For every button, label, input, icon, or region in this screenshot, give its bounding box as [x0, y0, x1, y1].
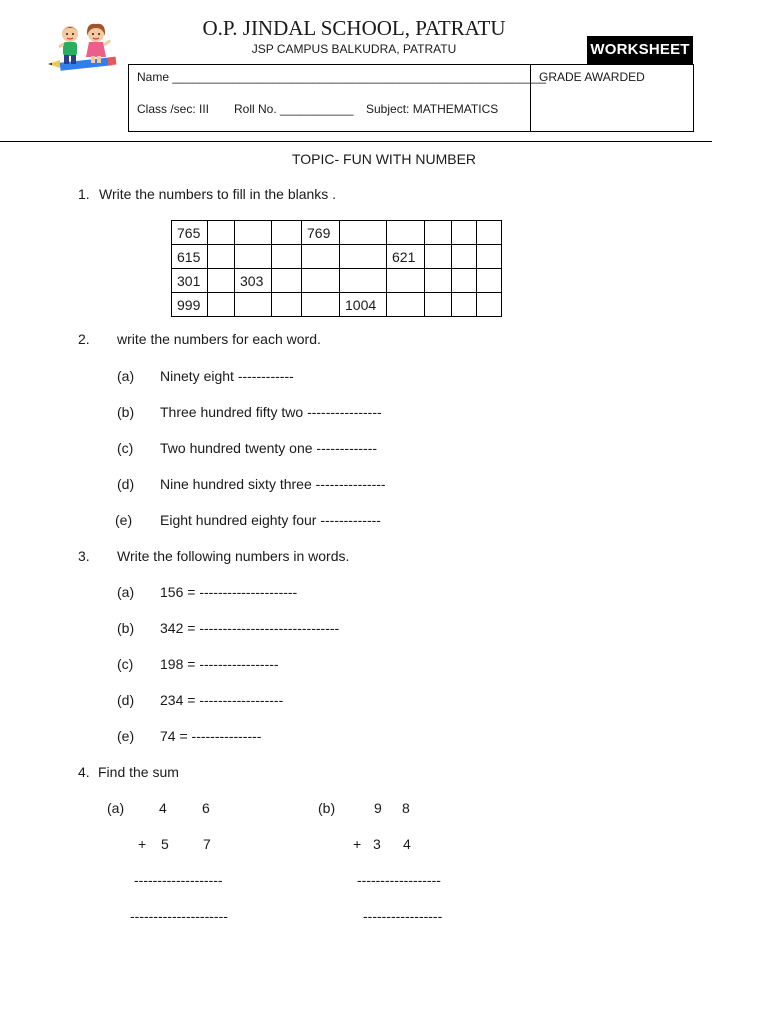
q3-item-label: (c) [117, 656, 134, 672]
question-1-text: Write the numbers to fill in the blanks . [99, 186, 337, 202]
q3-item-text[interactable]: 234 = ------------------ [160, 692, 284, 708]
grid-blank-cell[interactable] [235, 245, 272, 269]
worksheet-topic: TOPIC- FUN WITH NUMBER [291, 151, 477, 167]
grid-blank-cell[interactable] [235, 221, 272, 245]
grid-blank-cell[interactable] [425, 269, 452, 293]
q2-item-label: (c) [117, 440, 134, 456]
grid-blank-cell[interactable] [425, 293, 452, 317]
grid-blank-cell[interactable] [387, 221, 425, 245]
roll-number-field[interactable]: Roll No. ___________ [234, 102, 354, 116]
sum-b-answer-line[interactable]: ------------------ [357, 872, 441, 888]
q2-item-text[interactable]: Two hundred twenty one ------------- [160, 440, 378, 456]
grid-blank-cell[interactable] [235, 293, 272, 317]
grid-blank-cell[interactable] [477, 269, 502, 293]
grid-blank-cell[interactable] [208, 221, 235, 245]
grid-given-number: 303 [235, 269, 272, 293]
name-label: Name [137, 70, 170, 84]
class-section: Class /sec: III [137, 102, 210, 116]
number-grid-row [172, 245, 502, 269]
grid-blank-cell[interactable] [387, 293, 425, 317]
sum-b-bottom-digit: 3 [373, 836, 381, 852]
campus-address: JSP CAMPUS BALKUDRA, PATRATU [251, 42, 457, 56]
grid-blank-cell[interactable] [208, 293, 235, 317]
grid-blank-cell[interactable] [452, 221, 477, 245]
q3-item-label: (a) [117, 584, 135, 600]
question-2-number: 2. [78, 331, 90, 347]
sum-a-bottom-line[interactable]: --------------------- [130, 908, 228, 924]
sum-a-bottom-digit: 7 [203, 836, 211, 852]
grid-blank-cell[interactable] [272, 293, 302, 317]
q3-item-label: (d) [117, 692, 135, 708]
grid-blank-cell[interactable] [272, 269, 302, 293]
question-3-text: Write the following numbers in words. [117, 548, 350, 564]
q2-item-text[interactable]: Nine hundred sixty three --------------- [160, 476, 386, 492]
grid-blank-cell[interactable] [477, 221, 502, 245]
grid-blank-cell[interactable] [208, 245, 235, 269]
grade-awarded-label: GRADE AWARDED [539, 70, 645, 84]
grid-blank-cell[interactable] [387, 269, 425, 293]
school-name: O.P. JINDAL SCHOOL, PATRATU [202, 16, 506, 40]
grid-given-number: 621 [387, 245, 425, 269]
grid-blank-cell[interactable] [452, 269, 477, 293]
question-2-text: write the numbers for each word. [117, 331, 321, 347]
name-field-label [137, 70, 546, 84]
grid-given-number: 769 [302, 221, 340, 245]
grid-blank-cell[interactable] [302, 269, 340, 293]
grid-given-number: 765 [172, 221, 208, 245]
grid-blank-cell[interactable] [302, 293, 340, 317]
grid-given-number: 301 [172, 269, 208, 293]
question-4-text: Find the sum [98, 764, 179, 780]
sum-a-answer-line[interactable]: ------------------- [134, 872, 223, 888]
grid-blank-cell[interactable] [452, 245, 477, 269]
grid-blank-cell[interactable] [340, 269, 387, 293]
grid-blank-cell[interactable] [272, 245, 302, 269]
q2-item-label: (a) [117, 368, 135, 384]
grid-blank-cell[interactable] [340, 245, 387, 269]
q3-item-label: (b) [117, 620, 135, 636]
grid-blank-cell[interactable] [208, 269, 235, 293]
sum-b-top-digit: 8 [402, 800, 410, 816]
grid-blank-cell[interactable] [477, 245, 502, 269]
q2-item-label: (e) [115, 512, 133, 528]
q3-item-text[interactable]: 156 = --------------------- [160, 584, 298, 600]
sum-b-top-digit: 9 [374, 800, 382, 816]
q2-item-label: (b) [117, 404, 135, 420]
grid-blank-cell[interactable] [425, 245, 452, 269]
grid-blank-cell[interactable] [340, 221, 387, 245]
q3-item-text[interactable]: 74 = --------------- [160, 728, 262, 744]
sum-a-label: (a) [107, 800, 125, 816]
number-grid-row [172, 221, 502, 245]
sum-a-top-digit: 6 [202, 800, 210, 816]
sum-b-bottom-digit: 4 [403, 836, 411, 852]
header-divider [0, 141, 712, 142]
sum-b-bottom-line[interactable]: ----------------- [363, 908, 443, 924]
name-field[interactable]: ________________________________________________________ [172, 70, 547, 84]
number-grid-row [172, 293, 502, 317]
grid-blank-cell[interactable] [452, 293, 477, 317]
sum-a-plus-sign: + [138, 836, 147, 852]
q3-item-text[interactable]: 198 = ----------------- [160, 656, 279, 672]
question-1-number: 1. [78, 186, 90, 202]
question-3-number: 3. [78, 548, 90, 564]
worksheet-badge: WORKSHEET [587, 36, 693, 64]
grid-blank-cell[interactable] [302, 245, 340, 269]
grid-blank-cell[interactable] [477, 293, 502, 317]
q3-item-label: (e) [117, 728, 135, 744]
q2-item-text[interactable]: Ninety eight ------------ [160, 368, 294, 384]
q2-item-text[interactable]: Eight hundred eighty four ------------- [160, 512, 381, 528]
sum-b-plus-sign: + [353, 836, 362, 852]
number-grid [171, 220, 502, 317]
q2-item-label: (d) [117, 476, 135, 492]
number-grid-row [172, 269, 502, 293]
question-4-number: 4. [78, 764, 90, 780]
sum-a-bottom-digit: 5 [161, 836, 169, 852]
q3-item-text[interactable]: 342 = ------------------------------ [160, 620, 340, 636]
subject-label: Subject: MATHEMATICS [366, 102, 499, 116]
grid-given-number: 999 [172, 293, 208, 317]
grid-given-number: 1004 [340, 293, 387, 317]
grid-blank-cell[interactable] [272, 221, 302, 245]
grid-blank-cell[interactable] [425, 221, 452, 245]
sum-b-label: (b) [318, 800, 336, 816]
q2-item-text[interactable]: Three hundred fifty two ---------------- [160, 404, 382, 420]
grid-given-number: 615 [172, 245, 208, 269]
sum-a-top-digit: 4 [159, 800, 167, 816]
